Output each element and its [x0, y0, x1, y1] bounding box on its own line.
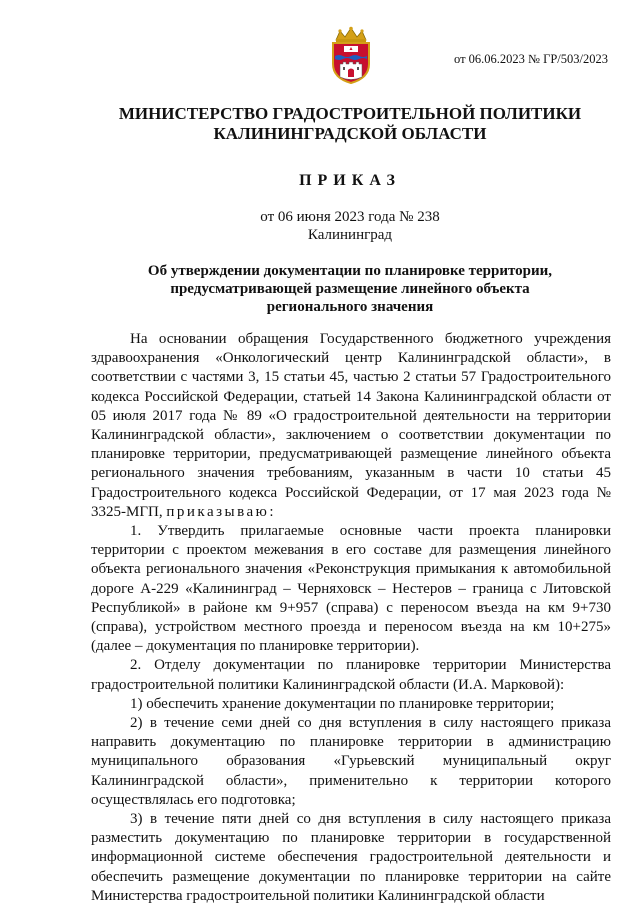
- ministry-name: [40, 104, 640, 144]
- paragraph-item-1: 1. Утвердить прилагаемые основные части проекта планировки территории с проектом межевания в его составе для размещения линейного объекта регионального значения «Реконструкция примыкания к автомобильной дороге А-229 «Калининград – Черняховск – Нестеров – граница с Литовской Республикой» в районе км 9+957 (справа) с переносом въезда на км 9+730 (справа), устройством местного проезда и переносом въезда на км 10+275» (далее – документация по планировке территории).: [91, 523, 611, 655]
- intro-paragraph: [91, 330, 611, 522]
- order-date-block: [40, 208, 640, 244]
- intro-text: На основании обращения Государственного бюджетного учреждения здравоохранения «Онкологический центр Калининградской области», в соответствии с частями 3, 15 статьи 45, частью 2 статьи 57 Градостроительного кодекса Российской Федерации, статьей 14 Закона Калининградской области от 05 июля 2017 года № 89 «О градостроительной деятельности на территории Калининградской области», заключением о соответствии документации по планировке территории, предусматривающей размещение линейного объекта регионального значения требованиям, указанным в части 10 статьи 45 Градостроительного кодекса Российской Федерации, от 17 мая 2023 года № 3325-МГП,: [91, 331, 611, 520]
- order-date: от 06 июня 2023 года № 238: [260, 209, 440, 225]
- outgoing-reference-number: от 06.06.2023 № ГР/503/2023: [454, 52, 608, 66]
- order-subject: [40, 262, 640, 316]
- subject-line: Об утверждении документации по планировке территории,: [147, 263, 553, 279]
- subject-line: предусматривающей размещение линейного объекта: [170, 281, 530, 297]
- kaliningrad-coat-of-arms-icon: [327, 26, 375, 84]
- paragraph-item-2-2: 2) в течение семи дней со дня вступления в силу настоящего приказа направить документацию по планировке территории в администрацию муниципального образования «Гурьевский муниципальный округ Калининградской области», применительно к территории которого осуществлялась его подготовка;: [91, 715, 611, 808]
- ministry-name-line: КАЛИНИНГРАДСКОЙ ОБЛАСТИ: [213, 124, 487, 143]
- paragraph-item-2-3: 3) в течение пяти дней со дня вступления в силу настоящего приказа разместить документацию по планировке территории в государственной информационной системе обеспечения градостроительной деятельности и обеспечить размещение документации по планировке территории на сайте Министерства градостроительной политики Калининградской области: [91, 811, 611, 904]
- order-title: ПРИКАЗ: [299, 172, 401, 189]
- order-city: Калининград: [307, 227, 393, 243]
- subject-line: регионального значения: [266, 299, 434, 315]
- paragraph-item-2-1: 1) обеспечить хранение документации по планировке территории;: [130, 695, 555, 712]
- paragraph-item-2: 2. Отделу документации по планировке территории Министерства градостроительной политики Калининградской области (И.А. Марковой):: [91, 657, 611, 693]
- ministry-name-line: МИНИСТЕРСТВО ГРАДОСТРОИТЕЛЬНОЙ ПОЛИТИКИ: [118, 104, 582, 123]
- order-verb: приказываю:: [166, 503, 277, 520]
- order-body: [91, 330, 611, 906]
